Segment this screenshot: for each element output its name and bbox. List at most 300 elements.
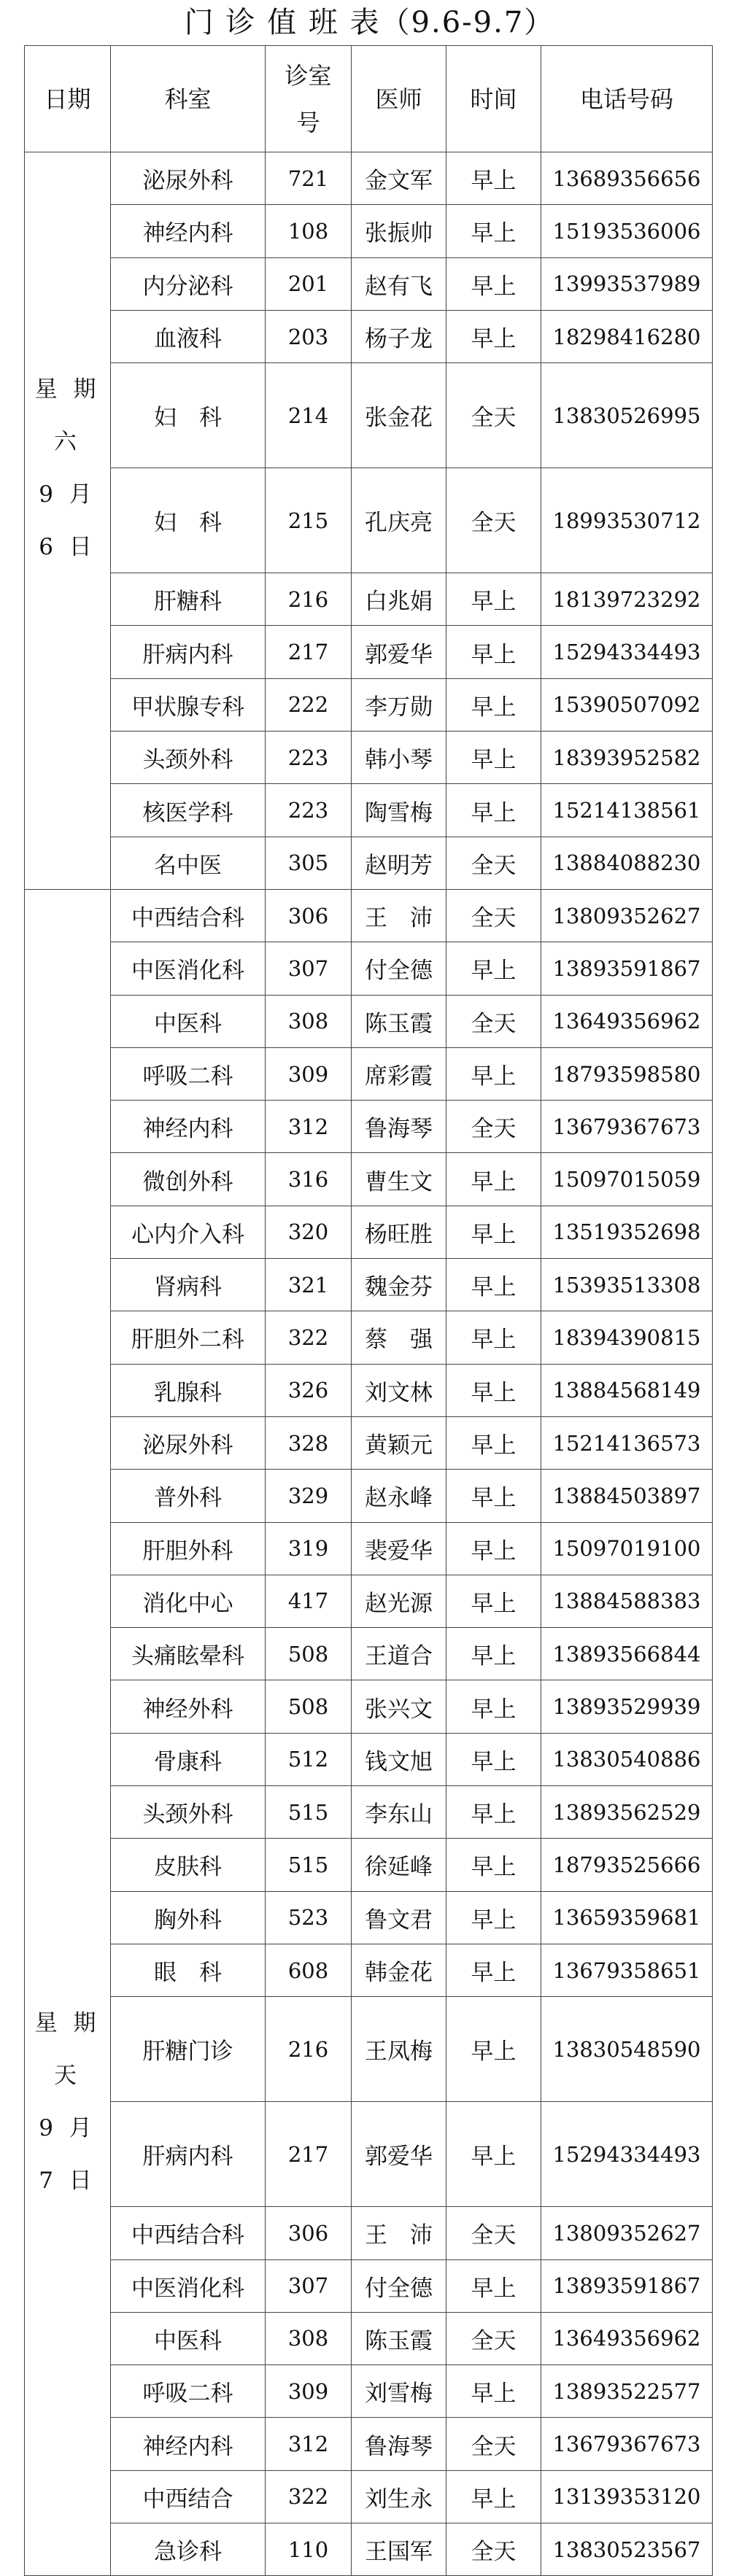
phone-cell: 13809352627 — [541, 889, 713, 942]
doctor-cell: 鲁海琴 — [352, 2418, 446, 2470]
room-cell: 216 — [266, 573, 352, 626]
time-cell: 早上 — [446, 1944, 541, 1996]
time-cell: 早上 — [446, 1839, 541, 1891]
phone-cell: 13830548590 — [541, 1997, 713, 2102]
date-cell — [25, 942, 111, 995]
date-cell — [25, 995, 111, 1047]
department-cell: 骨康科 — [111, 1733, 266, 1785]
room-cell: 223 — [266, 732, 352, 784]
department-cell: 核医学科 — [111, 784, 266, 837]
time-cell: 早上 — [446, 1786, 541, 1839]
doctor-cell: 杨子龙 — [352, 310, 446, 362]
table-row — [25, 2259, 713, 2312]
page-title: 门 诊 值 班 表（9.6-9.7） — [184, 6, 555, 39]
table-row — [25, 678, 713, 731]
doctor-cell: 郭爱华 — [352, 2102, 446, 2207]
phone-cell: 15193536006 — [541, 205, 713, 257]
date-cell — [25, 678, 111, 731]
table-row — [25, 1153, 713, 1206]
table-row — [25, 257, 713, 310]
phone-cell: 13884088230 — [541, 837, 713, 889]
room-cell: 721 — [266, 152, 352, 205]
department-cell: 中医科 — [111, 995, 266, 1047]
room-cell: 222 — [266, 678, 352, 731]
phone-cell: 18993530712 — [541, 468, 713, 573]
room-cell: 309 — [266, 2365, 352, 2418]
department-cell: 中医消化科 — [111, 942, 266, 995]
header-department: 科室 — [111, 46, 266, 152]
room-cell: 328 — [266, 1416, 352, 1469]
doctor-cell: 王凤梅 — [352, 1997, 446, 2102]
doctor-cell: 魏金芬 — [352, 1259, 446, 1311]
doctor-cell: 鲁海琴 — [352, 1101, 446, 1153]
doctor-cell: 赵永峰 — [352, 1470, 446, 1522]
room-cell: 322 — [266, 1311, 352, 1364]
date-cell — [25, 1259, 111, 1311]
doctor-cell: 赵明芳 — [352, 837, 446, 889]
department-cell: 心内介入科 — [111, 1206, 266, 1258]
department-cell: 头颈外科 — [111, 1786, 266, 1839]
time-cell: 早上 — [446, 2102, 541, 2207]
phone-cell: 18393952582 — [541, 732, 713, 784]
table-row — [25, 2523, 713, 2575]
department-cell: 中西结合科 — [111, 2207, 266, 2259]
date-cell — [25, 1047, 111, 1100]
doctor-cell: 曹生文 — [352, 1153, 446, 1206]
room-cell: 108 — [266, 205, 352, 257]
time-cell: 早上 — [446, 678, 541, 731]
room-cell: 523 — [266, 1891, 352, 1944]
table-row — [25, 1259, 713, 1311]
table-row — [25, 1786, 713, 1839]
doctor-cell: 金文军 — [352, 152, 446, 205]
room-cell: 308 — [266, 995, 352, 1047]
doctor-cell: 黄颖元 — [352, 1416, 446, 1469]
department-cell: 胸外科 — [111, 1891, 266, 1944]
table-row — [25, 626, 713, 678]
department-cell: 神经内科 — [111, 205, 266, 257]
phone-cell: 13679367673 — [541, 1101, 713, 1153]
room-cell: 201 — [266, 257, 352, 310]
doctor-cell: 李东山 — [352, 1786, 446, 1839]
date-cell — [25, 2312, 111, 2364]
time-cell: 全天 — [446, 2312, 541, 2364]
doctor-cell: 赵光源 — [352, 1575, 446, 1627]
date-cell — [25, 2365, 111, 2418]
phone-cell: 13649356962 — [541, 2312, 713, 2364]
header-doctor: 医师 — [352, 46, 446, 152]
room-cell: 110 — [266, 2523, 352, 2575]
room-cell: 309 — [266, 1047, 352, 1100]
room-cell: 203 — [266, 310, 352, 362]
phone-cell: 13893566844 — [541, 1628, 713, 1680]
table-row — [25, 837, 713, 889]
room-cell: 320 — [266, 1206, 352, 1258]
time-cell: 全天 — [446, 468, 541, 573]
doctor-cell: 付全德 — [352, 2259, 446, 2312]
doctor-cell: 钱文旭 — [352, 1733, 446, 1785]
table-row — [25, 310, 713, 362]
department-cell: 神经内科 — [111, 1101, 266, 1153]
department-cell: 消化中心 — [111, 1575, 266, 1627]
date-cell — [25, 889, 111, 942]
time-cell: 全天 — [446, 995, 541, 1047]
phone-cell: 18298416280 — [541, 310, 713, 362]
date-cell — [25, 1416, 111, 1469]
doctor-cell: 付全德 — [352, 942, 446, 995]
time-cell: 早上 — [446, 1153, 541, 1206]
date-cell — [25, 1944, 111, 1996]
date-cell — [25, 1311, 111, 1364]
phone-cell: 13649356962 — [541, 995, 713, 1047]
time-cell: 早上 — [446, 1522, 541, 1575]
table-row — [25, 1733, 713, 1785]
table-row — [25, 573, 713, 626]
doctor-cell: 鲁文君 — [352, 1891, 446, 1944]
date-cell — [25, 1364, 111, 1416]
time-cell: 早上 — [446, 942, 541, 995]
time-cell: 全天 — [446, 2523, 541, 2575]
phone-cell: 13893591867 — [541, 942, 713, 995]
time-cell: 早上 — [446, 1575, 541, 1627]
date-cell — [25, 2259, 111, 2312]
department-cell: 内分泌科 — [111, 257, 266, 310]
phone-cell: 13830526995 — [541, 363, 713, 468]
time-cell: 早上 — [446, 1997, 541, 2102]
date-cell — [25, 152, 111, 205]
time-cell: 早上 — [446, 1733, 541, 1785]
date-cell — [25, 2470, 111, 2523]
table-row — [25, 1997, 713, 2102]
table-row — [25, 363, 713, 468]
table-row — [25, 995, 713, 1047]
table-row — [25, 1575, 713, 1627]
department-cell: 肝胆外二科 — [111, 1311, 266, 1364]
phone-cell: 15393513308 — [541, 1259, 713, 1311]
department-cell: 肝糖门诊 — [111, 1997, 266, 2102]
room-cell: 316 — [266, 1153, 352, 1206]
date-cell — [25, 1101, 111, 1153]
header-room: 诊室号 — [266, 46, 352, 152]
date-cell — [25, 732, 111, 784]
doctor-cell: 裴爱华 — [352, 1522, 446, 1575]
time-cell: 早上 — [446, 257, 541, 310]
doctor-cell: 孔庆亮 — [352, 468, 446, 573]
room-cell: 307 — [266, 2259, 352, 2312]
department-cell: 急诊科 — [111, 2523, 266, 2575]
phone-cell: 13893529939 — [541, 1680, 713, 1733]
room-cell: 305 — [266, 837, 352, 889]
department-cell: 肝病内科 — [111, 626, 266, 678]
department-cell: 中西结合 — [111, 2470, 266, 2523]
room-cell: 223 — [266, 784, 352, 837]
doctor-cell: 杨旺胜 — [352, 1206, 446, 1258]
phone-cell: 13884503897 — [541, 1470, 713, 1522]
room-cell: 326 — [266, 1364, 352, 1416]
doctor-cell: 王 沛 — [352, 2207, 446, 2259]
phone-cell: 13893562529 — [541, 1786, 713, 1839]
phone-cell: 13830523567 — [541, 2523, 713, 2575]
department-cell: 乳腺科 — [111, 1364, 266, 1416]
doctor-cell: 韩小琴 — [352, 732, 446, 784]
room-cell: 217 — [266, 626, 352, 678]
room-cell: 312 — [266, 1101, 352, 1153]
header-phone: 电话号码 — [541, 46, 713, 152]
department-cell: 肝糖科 — [111, 573, 266, 626]
doctor-cell: 李万勋 — [352, 678, 446, 731]
time-cell: 早上 — [446, 205, 541, 257]
time-cell: 早上 — [446, 1311, 541, 1364]
phone-cell: 13884588383 — [541, 1575, 713, 1627]
table-row — [25, 2418, 713, 2470]
phone-cell: 15390507092 — [541, 678, 713, 731]
date-cell — [25, 2523, 111, 2575]
date-cell — [25, 1891, 111, 1944]
department-cell: 中西结合科 — [111, 889, 266, 942]
doctor-cell: 蔡 强 — [352, 1311, 446, 1364]
phone-cell: 13893522577 — [541, 2365, 713, 2418]
time-cell: 早上 — [446, 626, 541, 678]
department-cell: 呼吸二科 — [111, 1047, 266, 1100]
phone-cell: 18394390815 — [541, 1311, 713, 1364]
table-row — [25, 1364, 713, 1416]
room-cell: 214 — [266, 363, 352, 468]
table-row — [25, 942, 713, 995]
doctor-cell: 韩金花 — [352, 1944, 446, 1996]
date-cell — [25, 1733, 111, 1785]
phone-cell: 13809352627 — [541, 2207, 713, 2259]
time-cell: 早上 — [446, 1680, 541, 1733]
table-row — [25, 2312, 713, 2364]
room-cell: 216 — [266, 1997, 352, 2102]
day1-weekday: 星 期 六 — [25, 363, 111, 468]
time-cell: 早上 — [446, 1206, 541, 1258]
table-row — [25, 1101, 713, 1153]
date-cell — [25, 626, 111, 678]
doctor-cell: 刘生永 — [352, 2470, 446, 2523]
phone-cell: 13689356656 — [541, 152, 713, 205]
time-cell: 早上 — [446, 1416, 541, 1469]
department-cell: 皮肤科 — [111, 1839, 266, 1891]
department-cell: 中医科 — [111, 2312, 266, 2364]
table-row — [25, 1470, 713, 1522]
department-cell: 普外科 — [111, 1470, 266, 1522]
table-row — [25, 152, 713, 205]
header-date: 日期 — [25, 46, 111, 152]
day2-date: 9 月 7 日 — [25, 2102, 111, 2207]
table-row — [25, 1416, 713, 1469]
department-cell: 肝病内科 — [111, 2102, 266, 2207]
duty-schedule-table — [24, 45, 713, 2576]
date-cell — [25, 1153, 111, 1206]
room-cell: 217 — [266, 2102, 352, 2207]
room-cell: 515 — [266, 1786, 352, 1839]
department-cell: 呼吸二科 — [111, 2365, 266, 2418]
time-cell: 早上 — [446, 1470, 541, 1522]
doctor-cell: 郭爱华 — [352, 626, 446, 678]
department-cell: 血液科 — [111, 310, 266, 362]
room-cell: 508 — [266, 1680, 352, 1733]
time-cell: 早上 — [446, 2365, 541, 2418]
day1-date: 9 月 6 日 — [25, 468, 111, 573]
table-row — [25, 1891, 713, 1944]
room-cell: 512 — [266, 1733, 352, 1785]
department-cell: 妇 科 — [111, 363, 266, 468]
time-cell: 早上 — [446, 1259, 541, 1311]
day2-weekday: 星 期 天 — [25, 1997, 111, 2102]
header-row — [25, 46, 713, 152]
department-cell: 眼 科 — [111, 1944, 266, 1996]
table-row — [25, 1628, 713, 1680]
date-cell — [25, 310, 111, 362]
department-cell: 头颈外科 — [111, 732, 266, 784]
date-cell — [25, 1206, 111, 1258]
time-cell: 全天 — [446, 363, 541, 468]
time-cell: 早上 — [446, 310, 541, 362]
doctor-cell: 张振帅 — [352, 205, 446, 257]
phone-cell: 15097019100 — [541, 1522, 713, 1575]
phone-cell: 15097015059 — [541, 1153, 713, 1206]
department-cell: 神经外科 — [111, 1680, 266, 1733]
room-cell: 322 — [266, 2470, 352, 2523]
room-cell: 508 — [266, 1628, 352, 1680]
department-cell: 妇 科 — [111, 468, 266, 573]
doctor-cell: 席彩霞 — [352, 1047, 446, 1100]
doctor-cell: 王国军 — [352, 2523, 446, 2575]
date-cell — [25, 784, 111, 837]
time-cell: 早上 — [446, 2259, 541, 2312]
time-cell: 全天 — [446, 2418, 541, 2470]
table-row — [25, 889, 713, 942]
time-cell: 全天 — [446, 837, 541, 889]
room-cell: 308 — [266, 2312, 352, 2364]
room-cell: 319 — [266, 1522, 352, 1575]
date-cell — [25, 837, 111, 889]
date-cell — [25, 573, 111, 626]
department-cell: 泌尿外科 — [111, 152, 266, 205]
doctor-cell: 刘雪梅 — [352, 2365, 446, 2418]
doctor-cell: 白兆娟 — [352, 573, 446, 626]
phone-cell: 15294334493 — [541, 626, 713, 678]
table-row — [25, 1206, 713, 1258]
time-cell: 早上 — [446, 1047, 541, 1100]
header-time: 时间 — [446, 46, 541, 152]
table-row — [25, 2207, 713, 2259]
table-row — [25, 1680, 713, 1733]
department-cell: 泌尿外科 — [111, 1416, 266, 1469]
room-cell: 321 — [266, 1259, 352, 1311]
phone-cell: 13139353120 — [541, 2470, 713, 2523]
doctor-cell: 王道合 — [352, 1628, 446, 1680]
department-cell: 甲状腺专科 — [111, 678, 266, 731]
table-row — [25, 1047, 713, 1100]
department-cell: 中医消化科 — [111, 2259, 266, 2312]
room-cell: 307 — [266, 942, 352, 995]
table-row — [25, 2365, 713, 2418]
doctor-cell: 张兴文 — [352, 1680, 446, 1733]
doctor-cell: 张金花 — [352, 363, 446, 468]
room-cell: 306 — [266, 889, 352, 942]
time-cell: 早上 — [446, 1891, 541, 1944]
doctor-cell: 王 沛 — [352, 889, 446, 942]
date-cell — [25, 1575, 111, 1627]
phone-cell: 18139723292 — [541, 573, 713, 626]
date-cell — [25, 257, 111, 310]
time-cell: 早上 — [446, 152, 541, 205]
doctor-cell: 赵有飞 — [352, 257, 446, 310]
time-cell: 早上 — [446, 1364, 541, 1416]
table-row — [25, 205, 713, 257]
phone-cell: 15294334493 — [541, 2102, 713, 2207]
table-row — [25, 1839, 713, 1891]
doctor-cell: 徐延峰 — [352, 1839, 446, 1891]
phone-cell: 15214136573 — [541, 1416, 713, 1469]
phone-cell: 13830540886 — [541, 1733, 713, 1785]
phone-cell: 13993537989 — [541, 257, 713, 310]
department-cell: 肝胆外科 — [111, 1522, 266, 1575]
table-row — [25, 1944, 713, 1996]
phone-cell: 13884568149 — [541, 1364, 713, 1416]
department-cell: 头痛眩晕科 — [111, 1628, 266, 1680]
date-cell — [25, 1786, 111, 1839]
doctor-cell: 刘文林 — [352, 1364, 446, 1416]
date-cell — [25, 1628, 111, 1680]
table-row — [25, 1311, 713, 1364]
phone-cell: 13679367673 — [541, 2418, 713, 2470]
date-cell — [25, 1522, 111, 1575]
date-cell — [25, 1839, 111, 1891]
room-cell: 515 — [266, 1839, 352, 1891]
phone-cell: 13679358651 — [541, 1944, 713, 1996]
doctor-cell: 陶雪梅 — [352, 784, 446, 837]
table-row — [25, 2470, 713, 2523]
department-cell: 微创外科 — [111, 1153, 266, 1206]
phone-cell: 15214138561 — [541, 784, 713, 837]
date-cell — [25, 205, 111, 257]
phone-cell: 18793525666 — [541, 1839, 713, 1891]
schedule-body — [25, 152, 713, 2576]
phone-cell: 18793598580 — [541, 1047, 713, 1100]
table-row — [25, 468, 713, 573]
time-cell: 早上 — [446, 732, 541, 784]
time-cell: 全天 — [446, 889, 541, 942]
table-row — [25, 784, 713, 837]
date-cell — [25, 1680, 111, 1733]
room-cell: 417 — [266, 1575, 352, 1627]
table-row — [25, 2102, 713, 2207]
room-cell: 608 — [266, 1944, 352, 1996]
room-cell: 312 — [266, 2418, 352, 2470]
room-cell: 329 — [266, 1470, 352, 1522]
phone-cell: 13519352698 — [541, 1206, 713, 1258]
doctor-cell: 陈玉霞 — [352, 2312, 446, 2364]
department-cell: 名中医 — [111, 837, 266, 889]
date-cell — [25, 2207, 111, 2259]
phone-cell: 13893591867 — [541, 2259, 713, 2312]
room-cell: 215 — [266, 468, 352, 573]
doctor-cell: 陈玉霞 — [352, 995, 446, 1047]
date-cell — [25, 1470, 111, 1522]
time-cell: 早上 — [446, 573, 541, 626]
time-cell: 早上 — [446, 2470, 541, 2523]
department-cell: 肾病科 — [111, 1259, 266, 1311]
time-cell: 早上 — [446, 1628, 541, 1680]
phone-cell: 13659359681 — [541, 1891, 713, 1944]
time-cell: 早上 — [446, 784, 541, 837]
room-cell: 306 — [266, 2207, 352, 2259]
time-cell: 全天 — [446, 2207, 541, 2259]
table-row — [25, 1522, 713, 1575]
